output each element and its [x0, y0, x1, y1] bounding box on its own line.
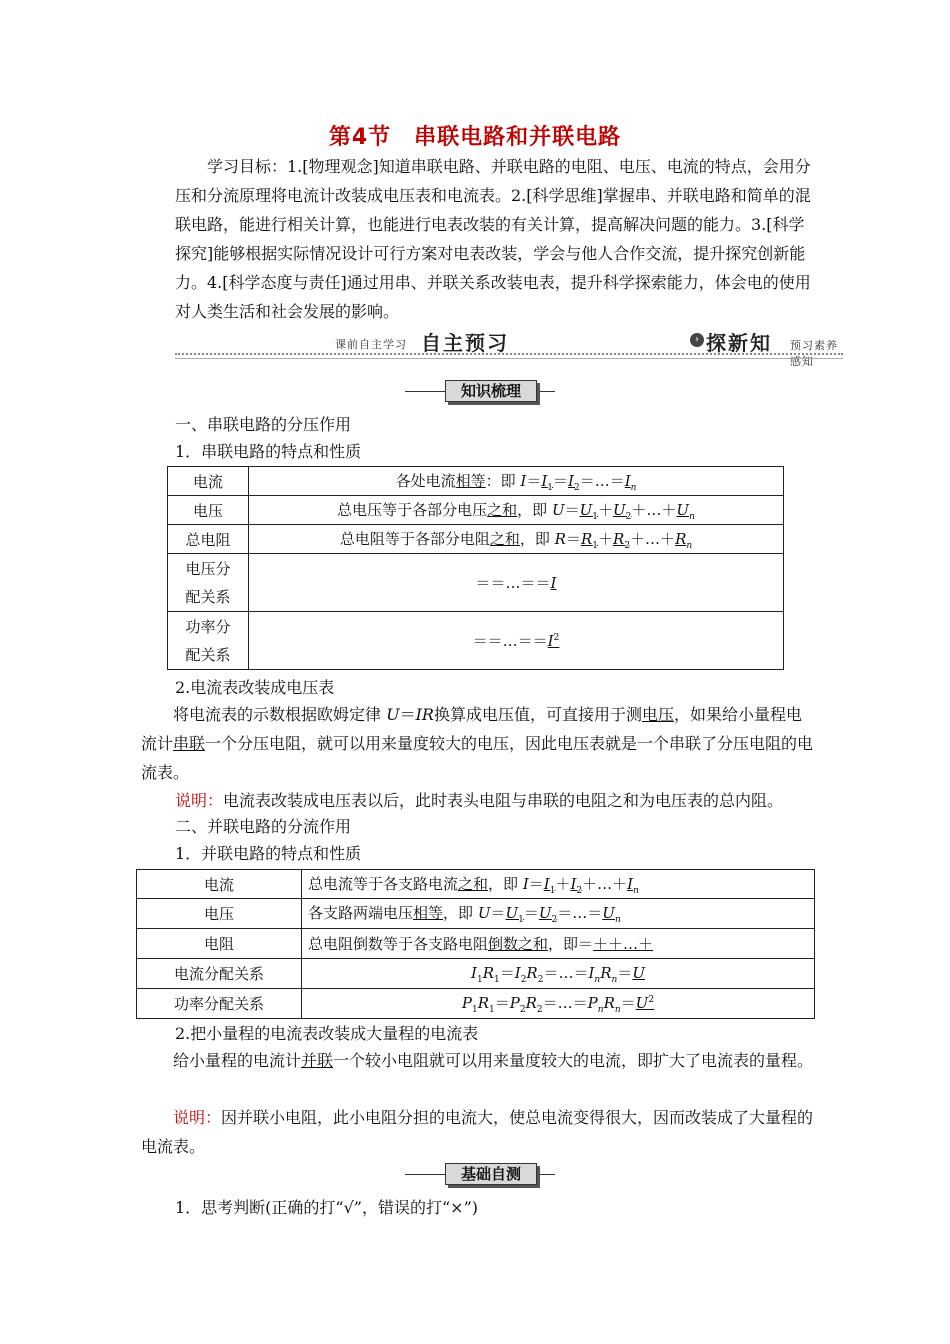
table-cell-label: 功率分配关系 — [137, 989, 302, 1019]
table-row — [137, 899, 815, 929]
table-row — [168, 554, 784, 612]
banner-dotted-rule — [175, 353, 843, 355]
banner-rule — [175, 358, 843, 359]
paragraph-voltmeter: 将电流表的示数根据欧姆定律 U＝IR换算成电压值，可直接用于测电压，如果给小量程电流计串联一个分压电阻，就可以用来量度较大的电压，因此电压表就是一个串联了分压电阻的电流表。 — [141, 705, 814, 782]
heading-parallel-properties: 1．并联电路的特点和性质 — [175, 844, 362, 863]
table-cell-label: 电压 — [137, 899, 302, 929]
heading-series: 一、串联电路的分压作用 — [175, 415, 352, 434]
table-cell-value: $==\dots==I^2$ — [249, 612, 784, 670]
banner-title-1: 自主预习 — [421, 331, 509, 355]
section-label-selftest — [405, 1163, 555, 1185]
section-label-text: 知识梳理 — [445, 380, 537, 402]
section-label-text: 基础自测 — [445, 1163, 537, 1185]
heading-ammeter: 2.把小量程的电流表改装成大量程的电流表 — [175, 1024, 479, 1043]
table-row — [168, 525, 784, 554]
table-cell-value: $P_1R_1=P_2R_2=\dots=P_nR_n=U^2$ — [302, 989, 815, 1019]
table-row — [168, 467, 784, 496]
heading-series-properties: 1．串联电路的特点和性质 — [175, 442, 362, 461]
table-row — [137, 870, 815, 899]
table-cell-value: $I_1R_1=I_2R_2=\dots=I_nR_n=U$ — [302, 959, 815, 989]
table-cell-value: 总电阻等于各部分电阻之和，即 $R=R_1+R_2+\dots+R_n$ — [249, 525, 784, 554]
table-row — [137, 989, 815, 1019]
section-label-knowledge — [405, 380, 555, 402]
table-cell-label: 电流 — [137, 870, 302, 899]
note-label: 说明： — [175, 791, 224, 810]
table-cell-value: 各支路两端电压相等，即 $U=U_1=U_2=\dots=U_n$ — [302, 899, 815, 929]
heading-voltmeter: 2.电流表改装成电压表 — [175, 678, 335, 697]
note-label: 说明： — [173, 1108, 222, 1127]
table-row — [168, 496, 784, 525]
table-cell-value: 各处电流相等：即 $I=I_1=I_2=\dots=I_n$ — [249, 467, 784, 496]
table-cell-value: 总电压等于各部分电压之和，即 $U=U_1+U_2+\dots+U_n$ — [249, 496, 784, 525]
question-1: 1．思考判断(正确的打“√”，错误的打“×”) — [175, 1198, 478, 1217]
banner-right-text: 预习素养感知 — [790, 339, 838, 368]
section-banner — [175, 326, 843, 368]
banner-left-text: 课前自主学习 — [335, 338, 407, 351]
table-cell-value: ＝＝…＝＝I — [249, 554, 784, 612]
table-cell-label: 电流 — [168, 467, 249, 496]
table-row — [168, 612, 784, 670]
parallel-table — [136, 869, 815, 1019]
table-cell-label: 电压分 配关系 — [168, 554, 249, 612]
banner-title-2: 探新知 — [706, 331, 772, 355]
series-table — [167, 466, 784, 670]
table-cell-label: 功率分 配关系 — [168, 612, 249, 670]
note-ammeter: 说明：因并联小电阻，此小电阻分担的电流大，使总电流变得很大，因而改装成了大量程的电流表。 — [141, 1108, 814, 1156]
heading-parallel: 二、并联电路的分流作用 — [175, 817, 352, 836]
page-title: 第4节 串联电路和并联电路 — [328, 125, 622, 150]
table-cell-value: 总电流等于各支路电流之和，即 $I=I_1+I_2+\dots+I_n$ — [302, 870, 815, 899]
table-cell-value: 总电阻倒数等于各支路电阻倒数之和，即＝＋＋…＋ — [302, 929, 815, 959]
chevron-right-icon: › — [690, 333, 704, 347]
table-cell-label: 电阻 — [137, 929, 302, 959]
table-cell-label: 电流分配关系 — [137, 959, 302, 989]
table-row — [137, 959, 815, 989]
note-voltmeter: 说明：电流表改装成电压表以后，此时表头电阻与串联的电阻之和为电压表的总内阻。 — [175, 791, 784, 810]
table-row — [137, 929, 815, 959]
paragraph-ammeter: 给小量程的电流计并联一个较小电阻就可以用来量度较大的电流，即扩大了电流表的量程。 — [173, 1051, 814, 1070]
table-cell-label: 电压 — [168, 496, 249, 525]
table-cell-label: 总电阻 — [168, 525, 249, 554]
learning-objectives: 学习目标：1.[物理观念]知道串联电路、并联电路的电阻、电压、电流的特点，会用分压和分流原理将电流计改装成电压表和电流表。2.[科学思维]掌握串、并联电路和简单的混联电路，能进行相关计算，也能进行电表改装的有关计算，提高解决问题的能力。3.[科学探究]能够根据实际情况设计可行方案对电表改装，学会与他人合作交流，提升探究创新能力。4.[科学态度与责任]通过用串、并联关系改装电表，提升科学探索能力，体会电的使用对人类生活和社会发展的影响。 — [175, 157, 811, 321]
